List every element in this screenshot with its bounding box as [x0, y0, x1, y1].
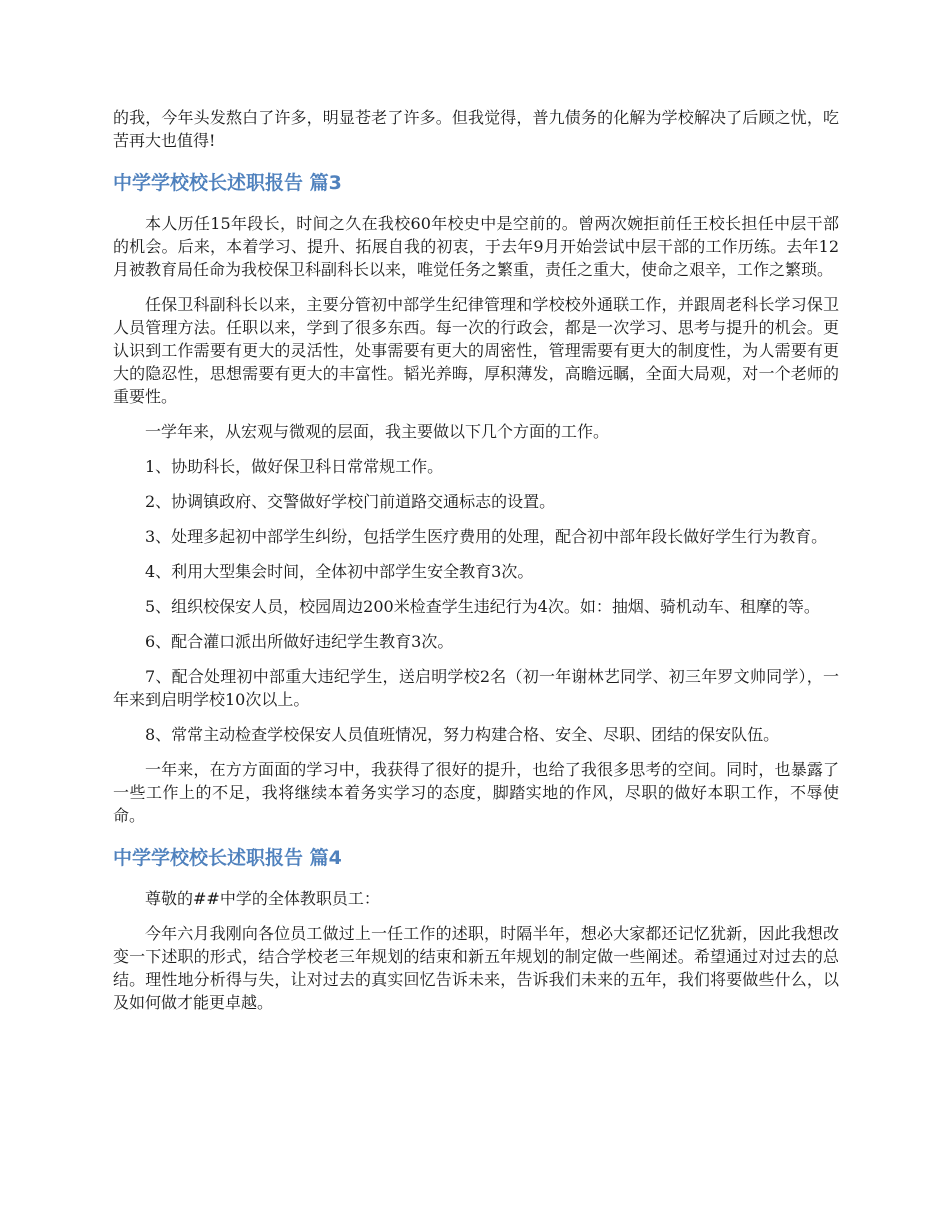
section-3-heading: 中学学校校长述职报告 篇3 — [113, 172, 342, 194]
list-item-6: 6、配合灌口派出所做好违纪学生教育3次。 — [145, 632, 454, 651]
list-item-1: 1、协助科长，做好保卫科日常常规工作。 — [145, 457, 444, 476]
section-3-conclusion: 一年来，在方方面面的学习中，我获得了很好的提升，也给了我很多思考的空间。同时，也暴露了一些工作上的不足，我将继续本着务实学习的态度，脚踏实地的作风，尽职的做好本职工作，不辱使命。 — [113, 760, 839, 825]
list-item-8: 8、常常主动检查学校保安人员值班情况，努力构建合格、安全、尽职、团结的保安队伍。 — [145, 725, 780, 744]
list-item-7: 7、配合处理初中部重大违纪学生，送启明学校2名（初一年谢林艺同学、初三年罗文帅同学），一年来到启明学校10次以上。 — [113, 667, 839, 709]
intro-paragraph: 的我，今年头发熬白了许多，明显苍老了许多。但我觉得，普九债务的化解为学校解决了后顾之忧，吃苦再大也值得! — [113, 108, 839, 150]
section-3-paragraph-3: 一学年来，从宏观与微观的层面，我主要做以下几个方面的工作。 — [145, 422, 610, 441]
section-3-paragraph-2: 任保卫科副科长以来，主要分管初中部学生纪律管理和学校校外通联工作，并跟周老科长学习保卫人员管理方法。任职以来，学到了很多东西。每一次的行政会，都是一次学习、思考与提升的机会。更认识到工作需要有更大的灵活性，处事需要有更大的周密性，管理需要有更大的制度性，为人需要有更大的隐忍性，思想需要有更大的丰富性。韬光养晦，厚积薄发，高瞻远瞩，全面大局观，对一个老师的重要性。 — [113, 295, 839, 406]
section-4-paragraph-1: 今年六月我刚向各位员工做过上一任工作的述职，时隔半年，想必大家都还记忆犹新，因此我想改变一下述职的形式，结合学校老三年规划的结束和新五年规划的制定做一些阐述。希望通过对过去的总结。理性地分析得与失，让对过去的真实回忆告诉未来，告诉我们未来的五年，我们将要做些什么，以及如何做才能更卓越。 — [113, 924, 839, 1012]
list-item-3: 3、处理多起初中部学生纠纷，包括学生医疗费用的处理，配合初中部年段长做好学生行为教育。 — [145, 527, 828, 546]
list-item-5: 5、组织校保安人员，校园周边200米检查学生违纪行为4次。如：抽烟、骑机动车、租摩的等。 — [145, 597, 820, 616]
list-item-4: 4、利用大型集会时间，全体初中部学生安全教育3次。 — [145, 562, 534, 581]
section-4-salutation: 尊敬的##中学的全体教职员工： — [145, 889, 380, 908]
list-item-2: 2、协调镇政府、交警做好学校门前道路交通标志的设置。 — [145, 492, 556, 511]
section-4-heading: 中学学校校长述职报告 篇4 — [113, 847, 342, 869]
document-page — [113, 106, 839, 1026]
section-3-paragraph-1: 本人历任15年段长，时间之久在我校60年校史中是空前的。曾两次婉拒前任王校长担任中层干部的机会。后来，本着学习、提升、拓展自我的初衷，于去年9月开始尝试中层干部的工作历练。去年12月被教育局任命为我校保卫科副科长以来，唯觉任务之繁重，责任之重大，使命之艰辛，工作之繁琐。 — [113, 214, 839, 279]
